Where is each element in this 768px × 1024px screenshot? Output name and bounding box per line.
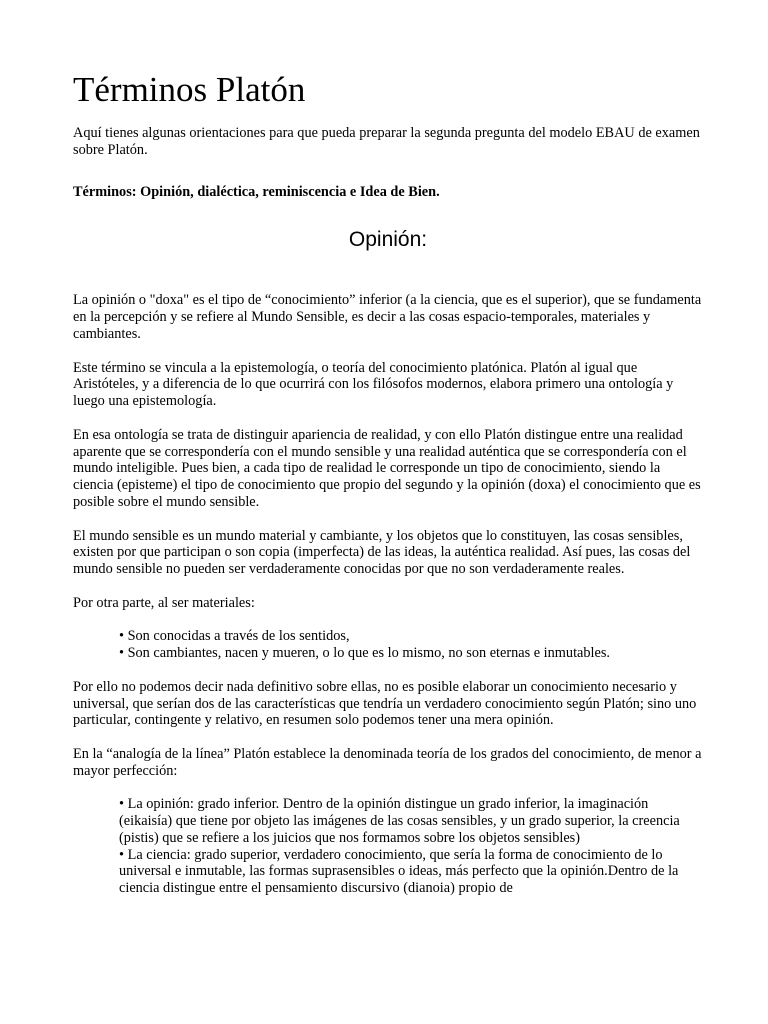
paragraph-line-analogy: En la “analogía de la línea” Platón establece la denominada teoría de los grados del conocimiento, de menor a mayor perfección: bbox=[73, 745, 702, 779]
list-item: • La ciencia: grado superior, verdadero conocimiento, que sería la forma de conocimiento de lo universal e inmutable, las formas suprasensibles o ideas, más perfecto que la opinión.Dentro de la ciencia distingue entre el pensamiento discursivo (dianoia) propio de bbox=[119, 846, 679, 897]
intro-paragraph: Aquí tienes algunas orientaciones para que pueda preparar la segunda pregunta del modelo EBAU de examen sobre Platón. bbox=[73, 125, 700, 158]
paragraph-sensible-world: El mundo sensible es un mundo material y cambiante, y los objetos que lo constituyen, las cosas sensibles, existen por que participan o son copia (imperfecta) de las ideas, la auténtica realidad. Así pues, las cosas del mundo sensible no pueden ser verdaderamente conocidas por que no son verdaderamente reales. bbox=[73, 527, 691, 578]
paragraph-ontology: En esa ontología se trata de distinguir apariencia de realidad, y con ello Platón distingue entre una realidad aparente que se correspondería con el mundo sensible y una realidad auténtica que se correspondería con el mundo inteligible. Pues bien, a cada tipo de realidad le corresponde un tipo de conocimiento, siendo la ciencia (episteme) el tipo de conocimiento que propio del segundo y la opinión (doxa) el conocimiento que es posible sobre el mundo sensible. bbox=[73, 426, 701, 510]
paragraph-conclusion: Por ello no podemos decir nada definitivo sobre ellas, no es posible elaborar un conocimiento necesario y universal, que serían dos de las características que tendría un verdadero conocimiento según Platón; sino uno particular, contingente y relativo, en resumen solo podemos tener una mera opinión. bbox=[73, 678, 697, 729]
paragraph-doxa-definition: La opinión o "doxa" es el tipo de “conocimiento” inferior (a la ciencia, que es el superior), que se fundamenta en la percepción y se refiere al Mundo Sensible, es decir a las cosas espacio-temporales, materiales y cambiantes. bbox=[73, 292, 702, 342]
list-item: • Son conocidas a través de los sentidos, bbox=[119, 628, 350, 645]
section-heading-opinion: Opinión: bbox=[348, 228, 428, 252]
document-title: Términos Platón bbox=[73, 70, 306, 109]
bullet-list-properties bbox=[73, 628, 703, 662]
document-page bbox=[73, 70, 703, 914]
list-item: • La opinión: grado inferior. Dentro de la opinión distingue un grado inferior, la imaginación (eikaisía) que tiene por objeto las imágenes de las cosas sensibles, y un grado superior, la creencia (pistis) que se refiere a los juicios que nos formamos sobre los objetos sensibles) bbox=[119, 796, 680, 846]
list-item: • Son cambiantes, nacen y mueren, o lo que es lo mismo, no son eternas e inmutables. bbox=[119, 645, 610, 662]
paragraph-materials: Por otra parte, al ser materiales: bbox=[73, 594, 255, 611]
bullet-list-degrees bbox=[73, 796, 703, 897]
terms-line: Términos: Opinión, dialéctica, reminiscencia e Idea de Bien. bbox=[73, 183, 440, 200]
paragraph-epistemology: Este término se vincula a la epistemología, o teoría del conocimiento platónica. Platón al igual que Aristóteles, y a diferencia de lo que ocurrirá con los filósofos modernos, elabora primero una ontología y luego una epistemología. bbox=[73, 359, 674, 410]
